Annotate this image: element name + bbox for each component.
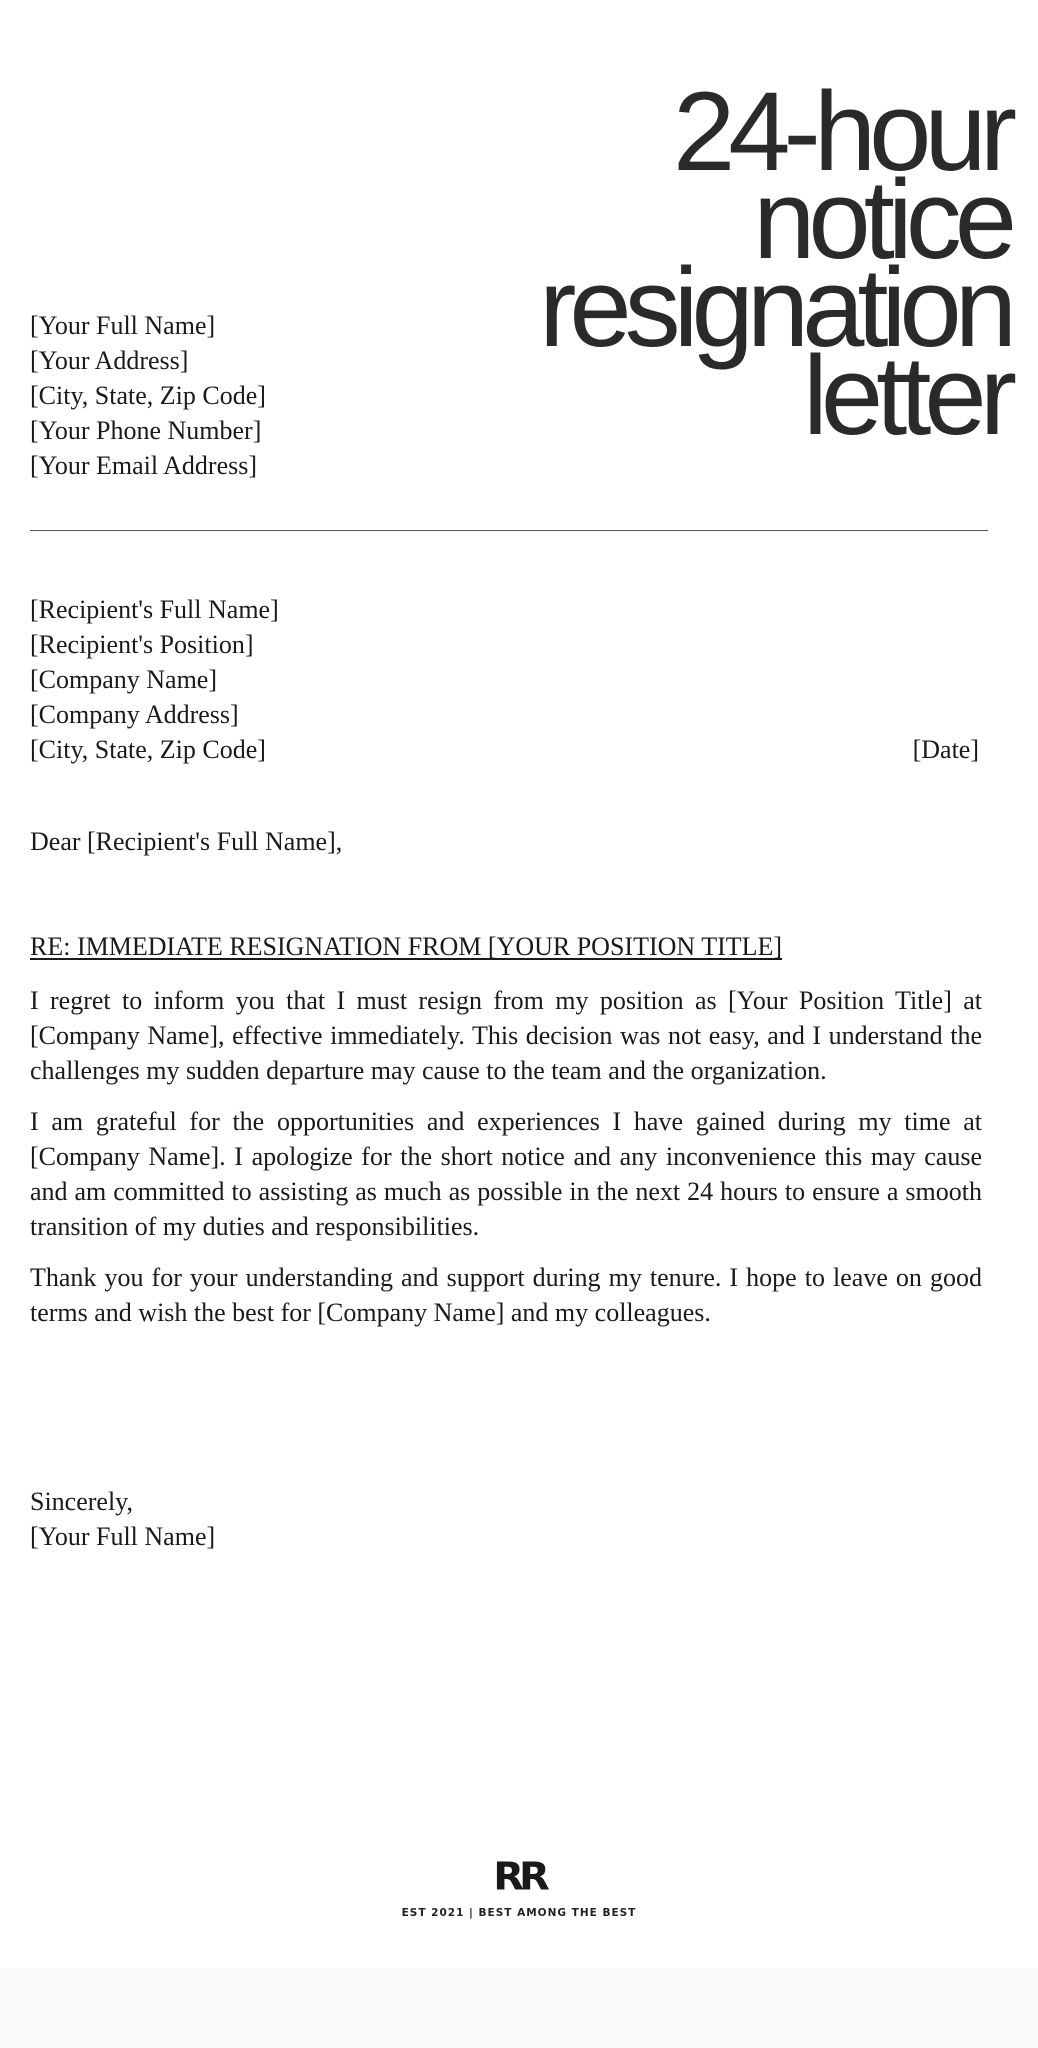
title-line-3: resignation (539, 245, 1010, 370)
title-line-2: notice (753, 157, 1010, 282)
closing-name: [Your Full Name] (30, 1522, 216, 1551)
sender-phone: [Your Phone Number] (30, 416, 262, 445)
recipient-company: [Company Name] (30, 665, 218, 694)
sender-address: [Your Address] (30, 346, 189, 375)
letter-date: [Date] (912, 735, 979, 764)
page-bottom-shade (0, 1968, 1038, 2048)
title-line-4: letter (803, 333, 1010, 458)
sender-city-state-zip: [City, State, Zip Code] (30, 381, 266, 410)
body-paragraph-2: I am grateful for the opportunities and experiences I have gained during my time at [Company Name]. I apologize for the short notice and any inconvenience this may cause and am committed to assisting as much as possible in the next 24 hours to ensure a smooth transition of my duties and responsibilities. (30, 1107, 982, 1241)
letter-body (30, 983, 982, 1346)
letter-title (390, 69, 1010, 458)
salutation: Dear [Recipient's Full Name], (30, 827, 343, 856)
recipient-company-address: [Company Address] (30, 700, 239, 729)
body-paragraph-1: I regret to inform you that I must resign from my position as [Your Position Title] at [Company Name], effective immediately. This decision was not easy, and I understand the challenges my sudden departure may cause to the team and the organization. (30, 986, 982, 1085)
sender-email: [Your Email Address] (30, 451, 258, 480)
brand-logo (0, 1854, 1038, 1900)
closing-block (30, 1484, 215, 1554)
title-line-1: 24-hour (672, 69, 1010, 194)
closing-signoff: Sincerely, (30, 1487, 133, 1516)
sender-block (30, 308, 266, 483)
recipient-city-state-zip: [City, State, Zip Code] (30, 735, 266, 764)
subject-line: RE: IMMEDIATE RESIGNATION FROM [YOUR POSITION TITLE] (30, 932, 783, 961)
recipient-position: [Recipient's Position] (30, 630, 254, 659)
sender-name: [Your Full Name] (30, 311, 216, 340)
body-paragraph-3: Thank you for your understanding and support during my tenure. I hope to leave on good terms and wish the best for [Company Name] and my colleagues. (30, 1263, 982, 1327)
brand-tagline: EST 2021 | BEST AMONG THE BEST (401, 1907, 637, 1919)
brand-logo-text: RR (493, 1855, 545, 1899)
recipient-name: [Recipient's Full Name] (30, 595, 279, 624)
header-divider (30, 530, 988, 531)
recipient-block (30, 592, 279, 767)
